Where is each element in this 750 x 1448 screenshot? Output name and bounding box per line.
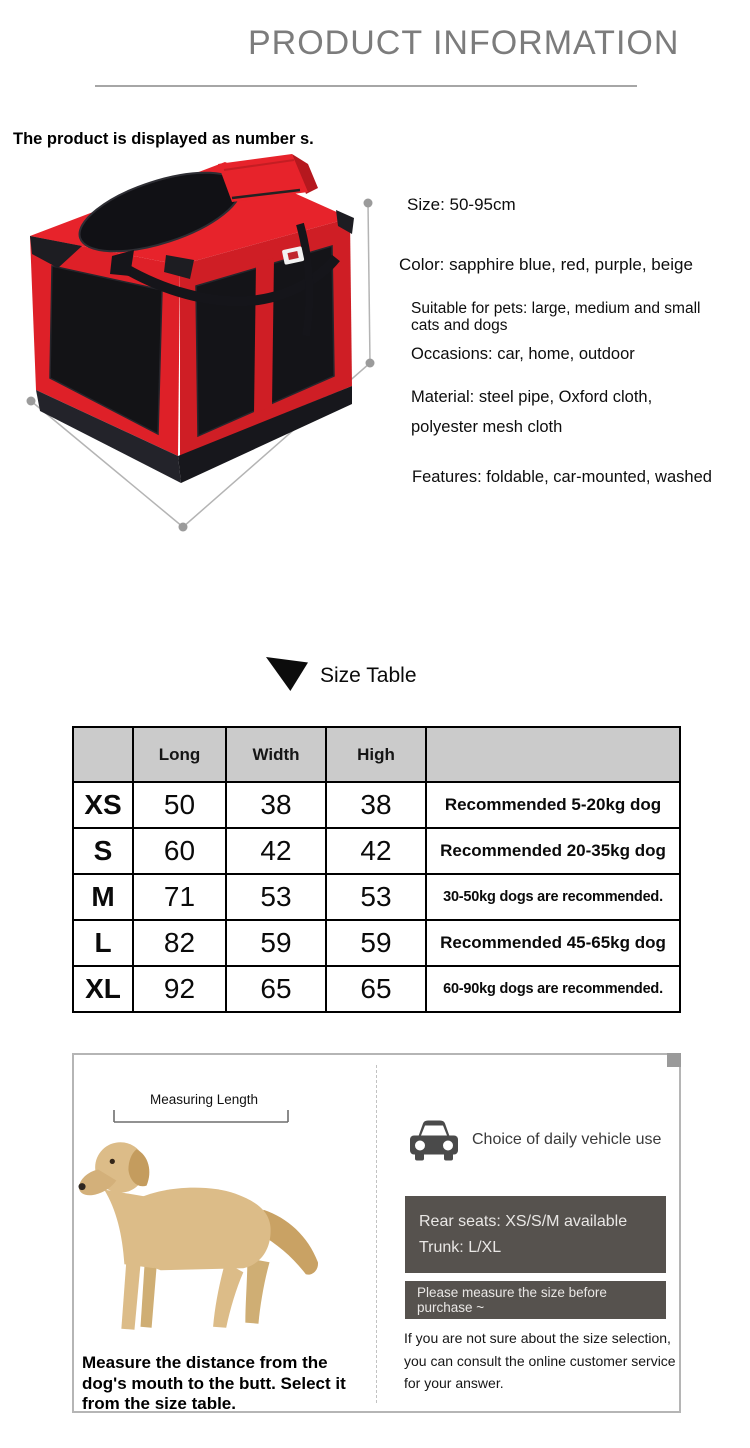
table-row — [73, 874, 680, 920]
cell-note: Recommended 45-65kg dog — [426, 920, 680, 966]
spec-color: Color: sapphire blue, red, purple, beige — [399, 255, 693, 274]
table-row — [73, 782, 680, 828]
cell-note: 60-90kg dogs are recommended. — [426, 966, 680, 1012]
cell-long: 60 — [133, 828, 226, 874]
cell-high: 53 — [326, 874, 426, 920]
spec-material-line1: Material: steel pipe, Oxford cloth, — [411, 388, 653, 406]
header-cell-note — [426, 727, 680, 782]
door-red-band — [254, 258, 274, 414]
seat-availability-box — [405, 1196, 666, 1273]
cell-size: S — [73, 828, 133, 874]
cell-note: Recommended 5-20kg dog — [426, 782, 680, 828]
dog-illustration — [76, 1131, 328, 1343]
cell-high: 42 — [326, 828, 426, 874]
cell-width: 38 — [226, 782, 326, 828]
triangle-flag-icon — [266, 657, 308, 691]
cell-width: 53 — [226, 874, 326, 920]
header-cell-long: Long — [133, 727, 226, 782]
cell-size: L — [73, 920, 133, 966]
dog-nose — [79, 1183, 86, 1190]
spec-pets: Suitable for pets: large, medium and small cats and dogs — [411, 300, 701, 334]
dog-front-leg — [121, 1260, 140, 1330]
purchase-notice-text: Please measure the size before purchase ~ — [417, 1285, 607, 1315]
corner-marker — [667, 1053, 681, 1067]
cell-long: 50 — [133, 782, 226, 828]
dashed-divider — [376, 1065, 377, 1403]
dog-neck — [104, 1190, 154, 1269]
trunk-text: Trunk: L/XL — [419, 1238, 502, 1256]
spec-features: Features: foldable, car-mounted, washed — [412, 468, 712, 486]
pet-carrier-image — [0, 148, 395, 533]
intro-text: The product is displayed as number s. — [13, 130, 314, 148]
cell-long: 71 — [133, 874, 226, 920]
vehicle-use-title: Choice of daily vehicle use — [472, 1131, 662, 1148]
measure-instruction: Measure the distance from the dog's mouth to the butt. Select it from the size table. — [82, 1353, 346, 1414]
table-row — [73, 966, 680, 1012]
table-row — [73, 920, 680, 966]
dog-eye — [110, 1159, 115, 1164]
cell-note: 30-50kg dogs are recommended. — [426, 874, 680, 920]
cell-size: XS — [73, 782, 133, 828]
car-icon — [408, 1117, 460, 1164]
page-title: PRODUCT INFORMATION — [248, 24, 680, 62]
cell-long: 92 — [133, 966, 226, 1012]
measuring-guide-panel — [72, 1053, 681, 1413]
size-table — [72, 726, 681, 1013]
header-cell-width: Width — [226, 727, 326, 782]
size-table-heading-label: Size Table — [320, 664, 417, 687]
cell-size: XL — [73, 966, 133, 1012]
cell-note: Recommended 20-35kg dog — [426, 828, 680, 874]
cell-high: 59 — [326, 920, 426, 966]
title-underline — [95, 85, 637, 87]
header-cell-high: High — [326, 727, 426, 782]
cell-width: 59 — [226, 920, 326, 966]
table-row — [73, 828, 680, 874]
measuring-line — [112, 1108, 290, 1124]
cell-width: 42 — [226, 828, 326, 874]
spec-size: Size: 50-95cm — [407, 195, 516, 214]
purchase-notice-box — [405, 1281, 666, 1319]
spec-occasions: Occasions: car, home, outdoor — [411, 345, 635, 363]
cell-high: 38 — [326, 782, 426, 828]
measuring-length-label: Measuring Length — [149, 1092, 259, 1107]
cell-size: M — [73, 874, 133, 920]
dog-rear-leg-far — [245, 1258, 269, 1324]
cell-width: 65 — [226, 966, 326, 1012]
header-cell-blank — [73, 727, 133, 782]
spec-material-line2: polyester mesh cloth — [411, 418, 563, 436]
table-header-row — [73, 727, 680, 782]
rear-seats-text: Rear seats: XS/S/M available — [419, 1213, 628, 1230]
dog-rear-leg — [213, 1262, 243, 1328]
cell-long: 82 — [133, 920, 226, 966]
consult-text: If you are not sure about the size selection, you can consult the online customer service for your answer. — [404, 1330, 676, 1392]
size-table-heading — [266, 657, 417, 691]
dog-front-leg-far — [141, 1264, 157, 1328]
cell-high: 65 — [326, 966, 426, 1012]
